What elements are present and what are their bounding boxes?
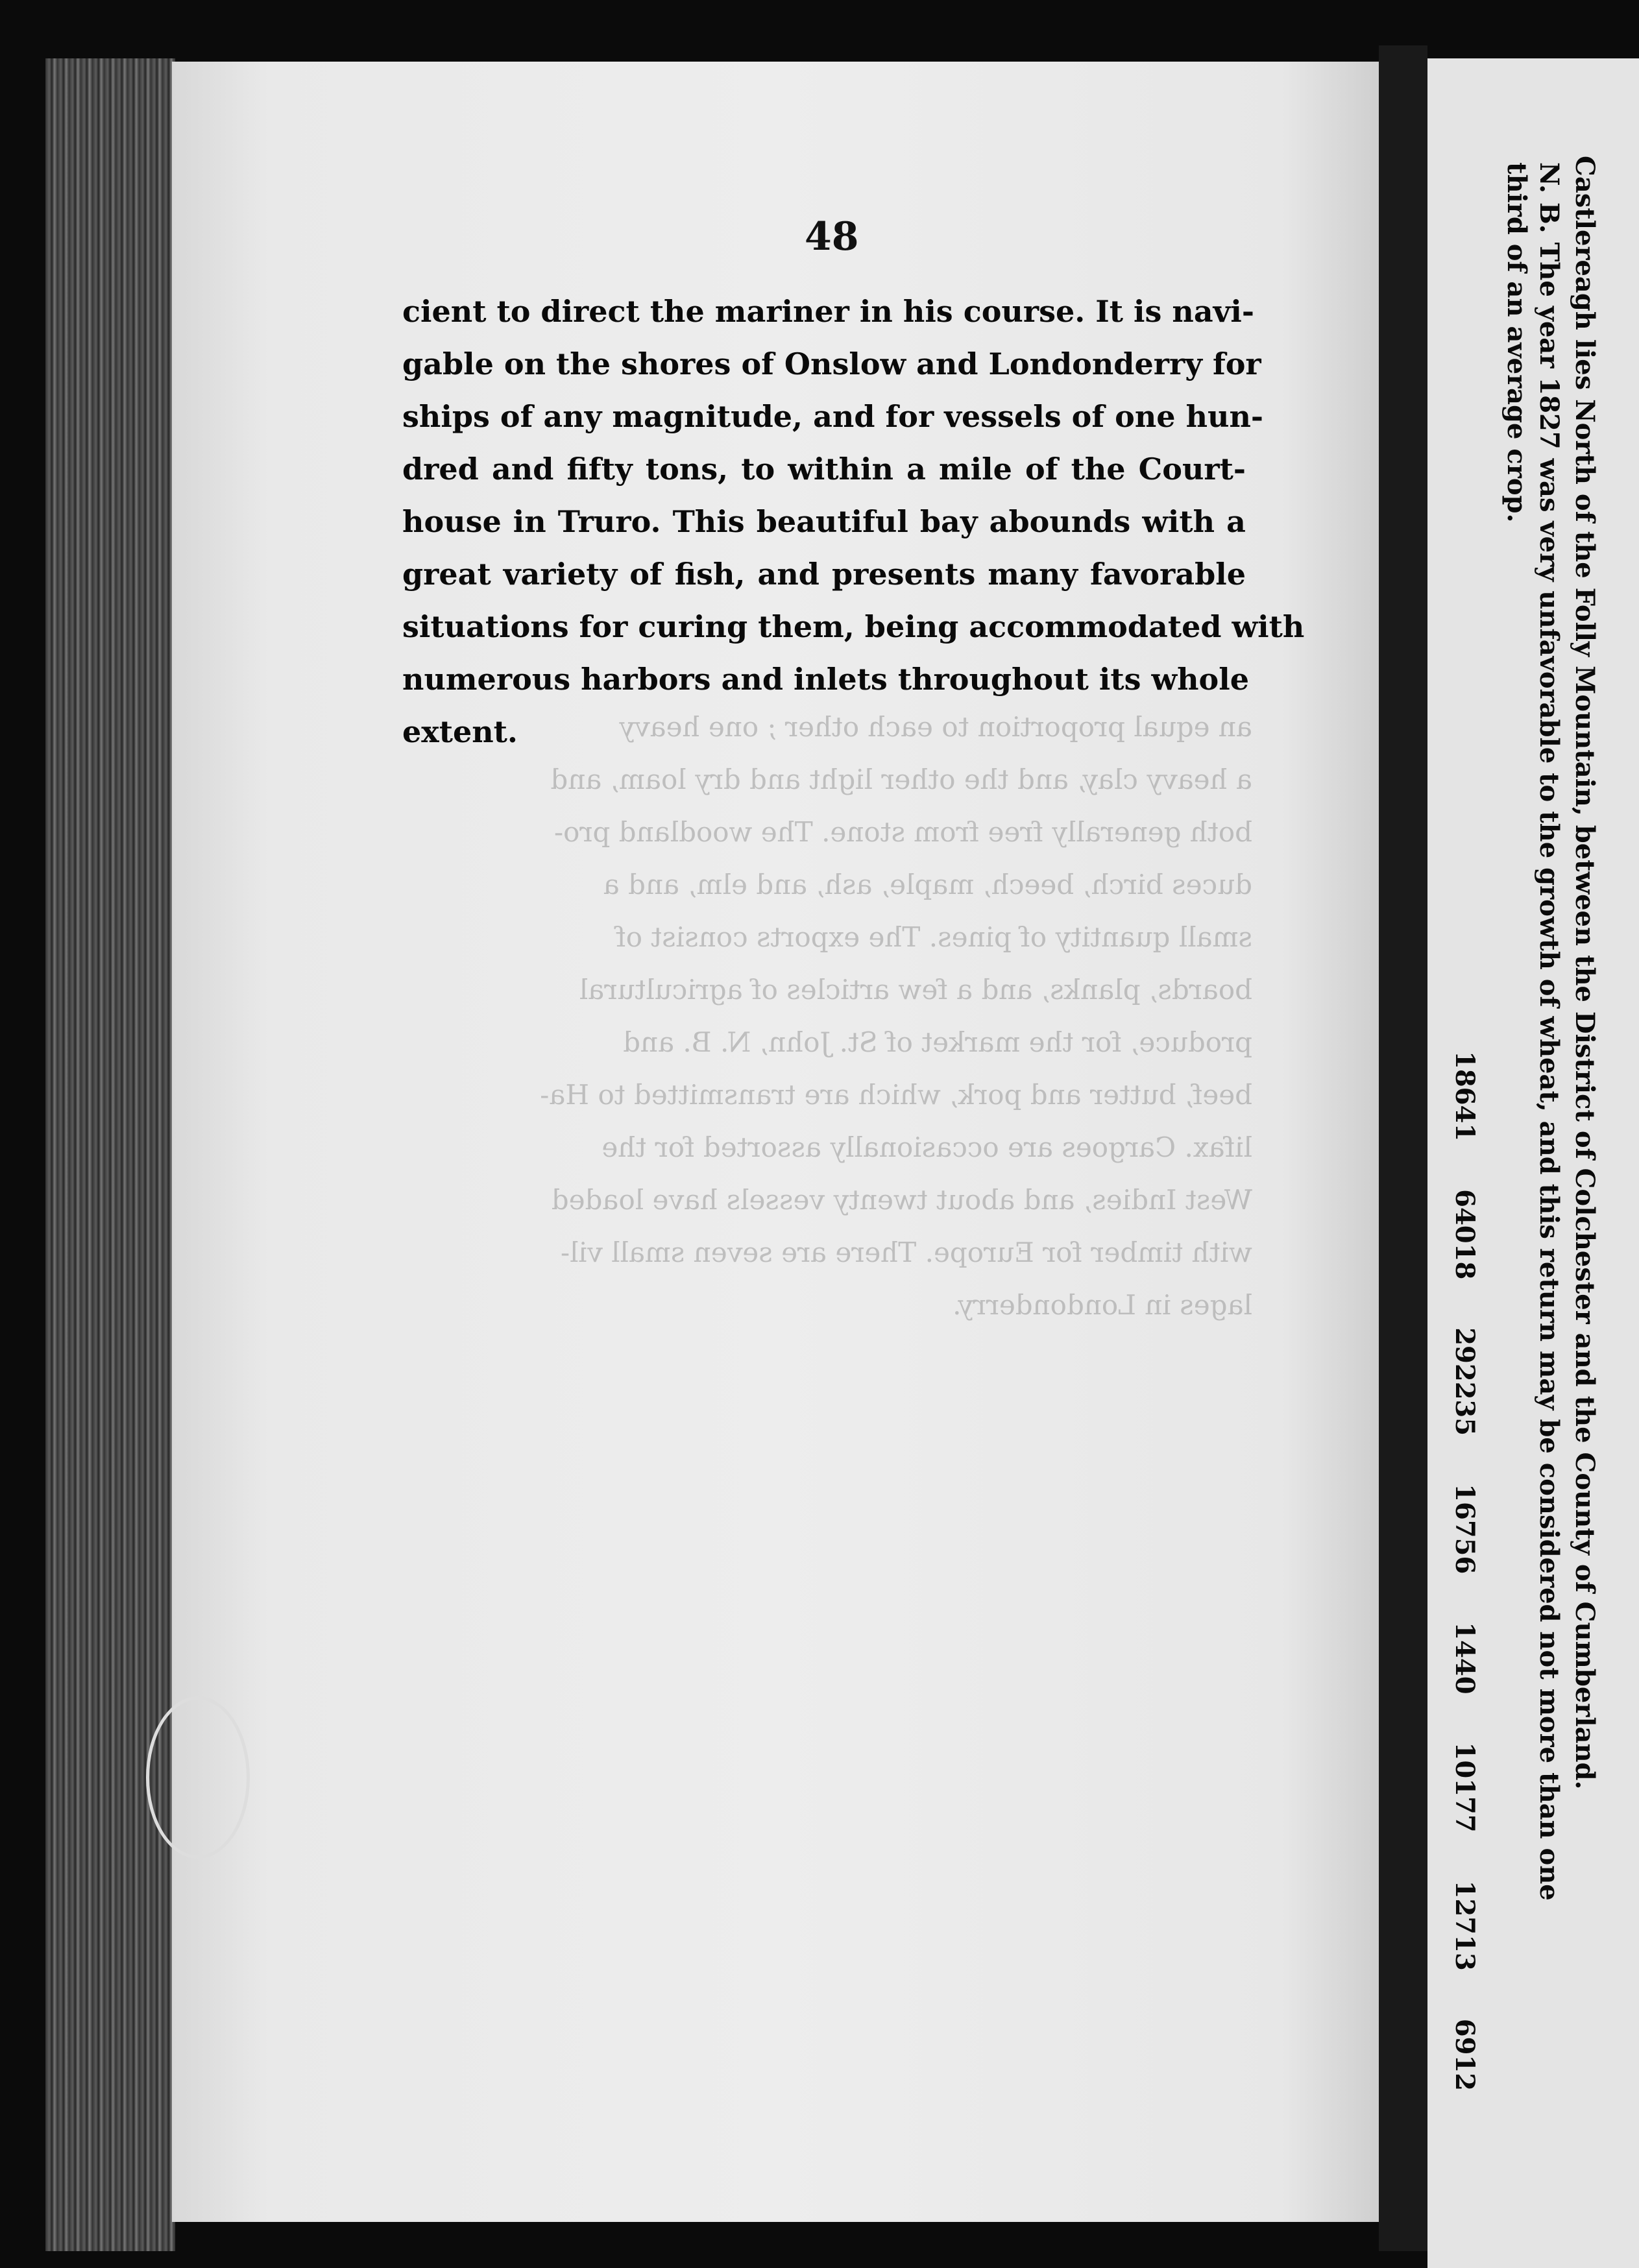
page-number: 48 bbox=[805, 214, 859, 259]
text-line: situations for curing them, being accommodated with bbox=[402, 609, 1305, 644]
table-number: 6912 bbox=[1450, 2018, 1480, 2092]
table-number: 18641 bbox=[1450, 1051, 1480, 1142]
text-line: cient to direct the mariner in his course. It is navi- bbox=[402, 294, 1254, 329]
text-line: dred and fifty tons, to within a mile of the Court- bbox=[402, 452, 1246, 487]
text-line: numerous harbors and inlets throughout its whole bbox=[402, 662, 1249, 697]
text-line: extent. bbox=[402, 714, 518, 749]
page-edges bbox=[45, 58, 175, 2251]
book-gutter bbox=[1379, 45, 1427, 2251]
note-line: third of an average crop. bbox=[1501, 162, 1532, 523]
table-number: 64018 bbox=[1450, 1189, 1480, 1280]
table-number: 292235 bbox=[1450, 1327, 1480, 1436]
rotated-note-block bbox=[1427, 58, 1639, 2264]
table-number-row bbox=[1450, 1051, 1480, 2130]
facing-page bbox=[1427, 58, 1639, 2268]
table-number: 12713 bbox=[1450, 1880, 1480, 1971]
text-line: house in Truro. This beautiful bay abounds with a bbox=[402, 504, 1246, 539]
note-line: Castlereagh lies North of the Folly Mountain, between the District of Colchester and the County of Cumberland. bbox=[1570, 156, 1600, 1790]
body-paragraph bbox=[402, 285, 1305, 758]
table-number: 16756 bbox=[1450, 1484, 1480, 1574]
text-line: ships of any magnitude, and for vessels of one hun- bbox=[402, 399, 1263, 434]
text-line: great variety of fish, and presents many favorable bbox=[402, 557, 1246, 592]
table-number: 1440 bbox=[1450, 1622, 1480, 1695]
show-through-text: an equal proportion to each other ; one heavy a heavy clay, and the other light and dry loam, and both generally free from stone. The woodland pro- duces birch, beech, maple, ash, and elm, and a small quantity of pines. The exports consist of boards, planks, and a few articles of agricultural produce, for the market of St. John, N. B. and beef, butter and pork, which are transmitted to Ha- lifax. Cargoes are occasionally assorted for the West Indies, and about twenty vessels have loaded with timber for Europe. There are seven small vil- lages in Londonderry. bbox=[540, 711, 1252, 1321]
binding-mark bbox=[146, 1696, 250, 1859]
text-line: gable on the shores of Onslow and Londonderry for bbox=[402, 346, 1261, 381]
table-number: 10177 bbox=[1450, 1742, 1480, 1833]
note-line: N. B. The year 1827 was very unfavorable to the growth of wheat, and this return may be considered not more than one bbox=[1534, 162, 1564, 1901]
